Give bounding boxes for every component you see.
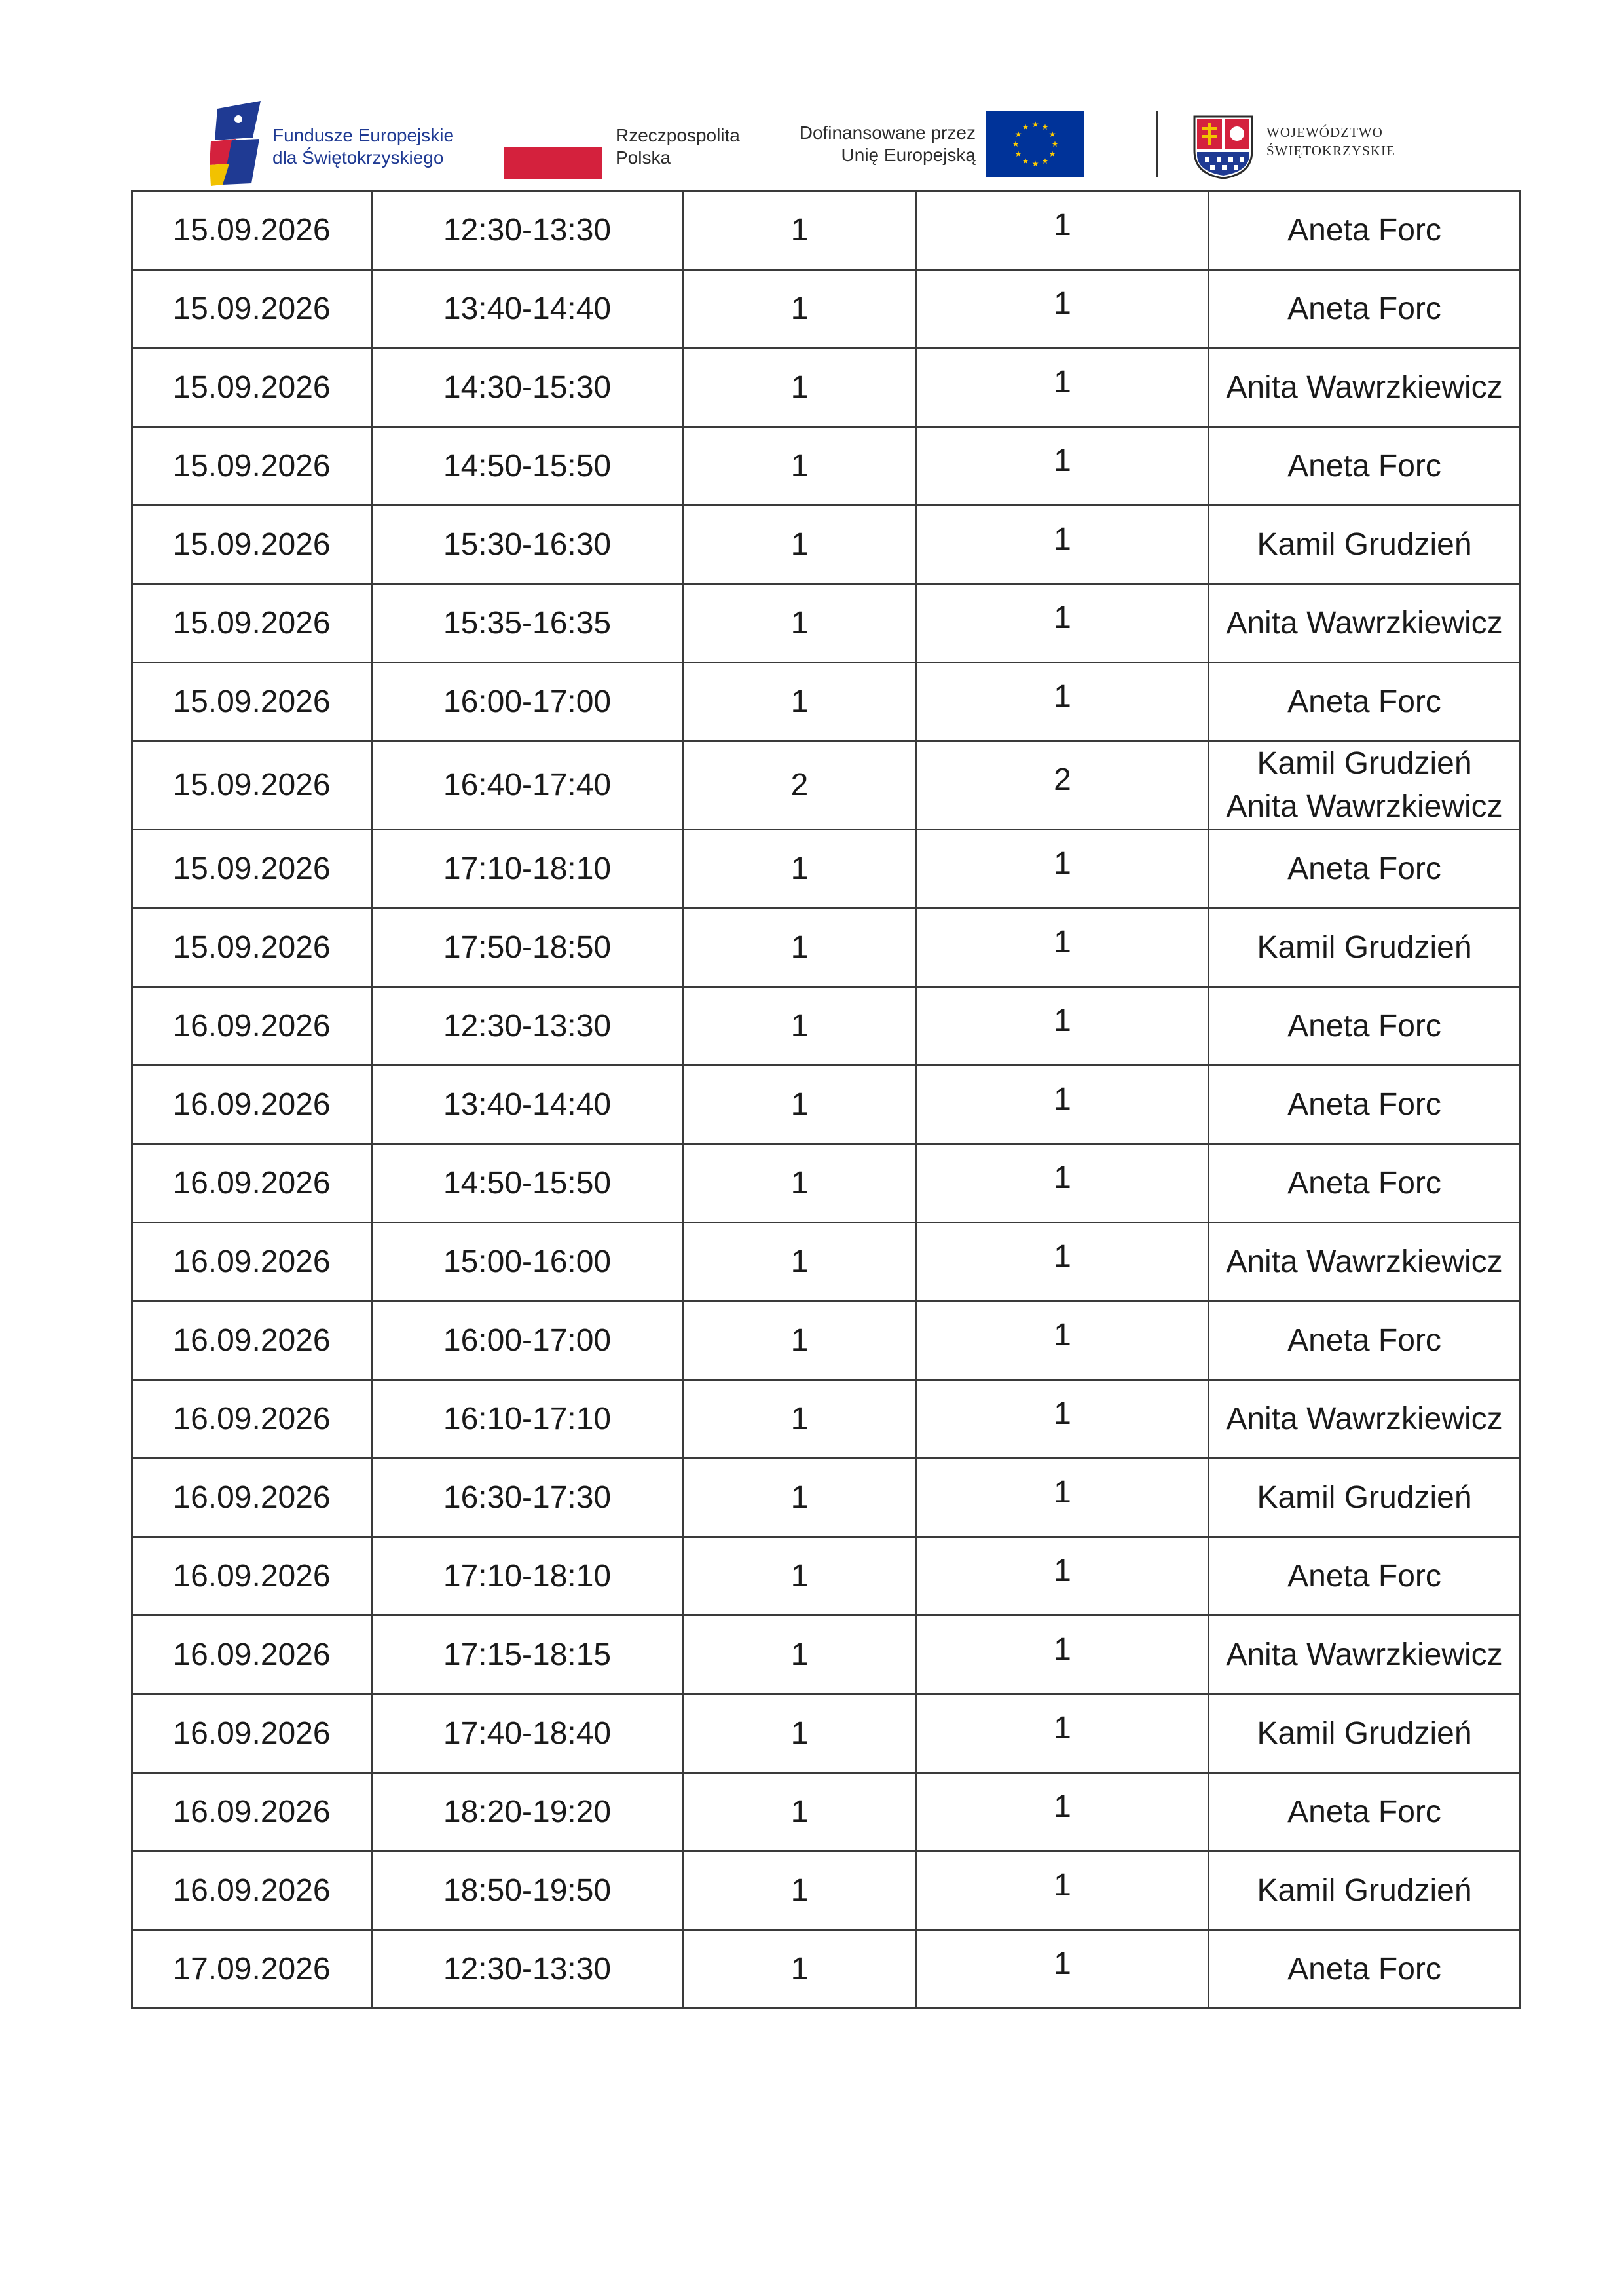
count2-cell: [917, 987, 1209, 1066]
rzeczpospolita-polska-logo: [504, 124, 753, 196]
date-cell: 15.09.2026: [132, 348, 372, 427]
count2-value: 1: [1054, 1003, 1071, 1038]
time-cell: 17:10-18:10: [372, 830, 683, 908]
date-cell: 16.09.2026: [132, 1066, 372, 1144]
person-name: Kamil Grudzień: [1257, 1480, 1472, 1515]
count2-value: 1: [1054, 364, 1071, 400]
time-cell: 16:40-17:40: [372, 741, 683, 830]
count1-cell: 1: [683, 1301, 917, 1380]
count2-cell: [917, 1301, 1209, 1380]
count2-cell: [917, 1616, 1209, 1694]
time-cell: 12:30-13:30: [372, 191, 683, 270]
table-row: [132, 1380, 1521, 1459]
fundusze-europejskie-text: [272, 124, 454, 169]
count2-value: 1: [1054, 600, 1071, 635]
name-cell: [1209, 663, 1521, 741]
count1-cell: 1: [683, 191, 917, 270]
table-row: [132, 987, 1521, 1066]
count2-cell: [917, 1144, 1209, 1223]
table-row: [132, 191, 1521, 270]
count2-value: 1: [1054, 1789, 1071, 1824]
person-name: Kamil Grudzień: [1257, 527, 1472, 562]
name-cell: [1209, 1694, 1521, 1773]
svg-text:★: ★: [1012, 140, 1020, 149]
svg-text:★: ★: [1048, 130, 1056, 139]
count2-cell: [917, 741, 1209, 830]
time-cell: 13:40-14:40: [372, 1066, 683, 1144]
count1-cell: 1: [683, 427, 917, 506]
wojewodztwo-swietokrzyskie-logo: [1192, 114, 1441, 186]
person-name: Aneta Forc: [1287, 1008, 1441, 1043]
date-cell: 15.09.2026: [132, 663, 372, 741]
person-name: Aneta Forc: [1287, 851, 1441, 886]
fundusze-europejskie-logo: [210, 101, 498, 193]
date-cell: 16.09.2026: [132, 987, 372, 1066]
count2-value: 1: [1054, 521, 1071, 557]
schedule-table: [131, 190, 1521, 2009]
table-row: [132, 584, 1521, 663]
rp-line-1: Rzeczpospolita: [616, 125, 740, 145]
name-cell: [1209, 1537, 1521, 1616]
date-cell: 16.09.2026: [132, 1852, 372, 1930]
eu-line-2: Unię Europejską: [841, 145, 976, 165]
table-row: [132, 1223, 1521, 1301]
count2-cell: [917, 270, 1209, 348]
time-cell: 17:10-18:10: [372, 1537, 683, 1616]
count2-value: 1: [1054, 1474, 1071, 1510]
table-row: [132, 270, 1521, 348]
table-row: [132, 663, 1521, 741]
count1-cell: 1: [683, 1066, 917, 1144]
count2-value: 2: [1054, 762, 1071, 797]
name-cell: [1209, 1773, 1521, 1852]
table-row: [132, 1301, 1521, 1380]
name-cell: [1209, 1380, 1521, 1459]
eu-flag-icon: [986, 111, 1084, 177]
eu-line-1: Dofinansowane przez: [799, 122, 976, 143]
poland-flag-white-icon: [504, 124, 602, 144]
count2-cell: [917, 1694, 1209, 1773]
person-name: Anita Wawrzkiewicz: [1226, 369, 1503, 405]
name-cell: [1209, 1066, 1521, 1144]
person-name: Aneta Forc: [1287, 684, 1441, 719]
name-cell: [1209, 1930, 1521, 2009]
svg-text:★: ★: [1051, 140, 1059, 149]
count2-cell: [917, 348, 1209, 427]
count2-cell: [917, 1066, 1209, 1144]
count2-cell: [917, 506, 1209, 584]
time-cell: 16:00-17:00: [372, 1301, 683, 1380]
count2-cell: [917, 908, 1209, 987]
count1-cell: 1: [683, 1852, 917, 1930]
table-row: [132, 1852, 1521, 1930]
name-cell: [1209, 348, 1521, 427]
table-row: [132, 830, 1521, 908]
count2-cell: [917, 1459, 1209, 1537]
time-cell: 14:50-15:50: [372, 1144, 683, 1223]
poland-flag-red-icon: [504, 147, 602, 179]
count1-cell: 1: [683, 1537, 917, 1616]
date-cell: 16.09.2026: [132, 1616, 372, 1694]
logo-bar: [210, 98, 1441, 190]
person-name: Aneta Forc: [1287, 1558, 1441, 1594]
table-row: [132, 1459, 1521, 1537]
count2-value: 1: [1054, 924, 1071, 960]
date-cell: 15.09.2026: [132, 427, 372, 506]
swietokrzyskie-coat-of-arms-icon: [1192, 114, 1255, 179]
date-cell: 16.09.2026: [132, 1301, 372, 1380]
count1-cell: 1: [683, 1694, 917, 1773]
date-cell: 15.09.2026: [132, 506, 372, 584]
count1-cell: 1: [683, 1459, 917, 1537]
count2-cell: [917, 830, 1209, 908]
person-name: Aneta Forc: [1287, 1087, 1441, 1122]
count2-value: 1: [1054, 846, 1071, 881]
person-name: Anita Wawrzkiewicz: [1226, 1244, 1503, 1279]
date-cell: 15.09.2026: [132, 741, 372, 830]
name-cell: [1209, 584, 1521, 663]
table-row: [132, 741, 1521, 830]
count2-cell: [917, 1537, 1209, 1616]
count1-cell: 1: [683, 1616, 917, 1694]
count1-cell: 1: [683, 506, 917, 584]
time-cell: 16:00-17:00: [372, 663, 683, 741]
table-row: [132, 1066, 1521, 1144]
count1-cell: 1: [683, 1223, 917, 1301]
name-cell: [1209, 1459, 1521, 1537]
count2-value: 1: [1054, 443, 1071, 478]
table-row: [132, 1930, 1521, 2009]
time-cell: 17:40-18:40: [372, 1694, 683, 1773]
table-row: [132, 506, 1521, 584]
count1-cell: 1: [683, 1380, 917, 1459]
count1-cell: 1: [683, 663, 917, 741]
time-cell: 17:15-18:15: [372, 1616, 683, 1694]
table-row: [132, 348, 1521, 427]
count1-cell: 1: [683, 830, 917, 908]
count2-value: 1: [1054, 1239, 1071, 1274]
fundusze-line-2: dla Świętokrzyskiego: [272, 147, 444, 168]
count2-value: 1: [1054, 1710, 1071, 1745]
svg-text:★: ★: [1031, 120, 1039, 129]
name-cell: [1209, 1852, 1521, 1930]
count2-value: 1: [1054, 1396, 1071, 1431]
time-cell: 12:30-13:30: [372, 987, 683, 1066]
count2-value: 1: [1054, 286, 1071, 321]
time-cell: 15:30-16:30: [372, 506, 683, 584]
person-name: Kamil Grudzień: [1257, 1873, 1472, 1908]
time-cell: 16:10-17:10: [372, 1380, 683, 1459]
date-cell: 16.09.2026: [132, 1380, 372, 1459]
count2-cell: [917, 1223, 1209, 1301]
time-cell: 16:30-17:30: [372, 1459, 683, 1537]
svg-text:★: ★: [1022, 157, 1029, 166]
person-name: Kamil Grudzień: [1257, 1715, 1472, 1751]
svg-text:★: ★: [1031, 159, 1039, 168]
time-cell: 12:30-13:30: [372, 1930, 683, 2009]
rp-line-2: Polska: [616, 147, 671, 168]
date-cell: 16.09.2026: [132, 1459, 372, 1537]
table-row: [132, 908, 1521, 987]
count2-value: 1: [1054, 1081, 1071, 1117]
count1-cell: 1: [683, 908, 917, 987]
date-cell: 15.09.2026: [132, 584, 372, 663]
name-cell: [1209, 427, 1521, 506]
svg-text:★: ★: [1014, 149, 1022, 159]
count2-cell: [917, 1930, 1209, 2009]
table-row: [132, 427, 1521, 506]
count1-cell: 1: [683, 1773, 917, 1852]
svg-text:★: ★: [1048, 149, 1056, 159]
time-cell: 18:20-19:20: [372, 1773, 683, 1852]
count1-cell: 1: [683, 987, 917, 1066]
person-name: Anita Wawrzkiewicz: [1226, 789, 1503, 824]
eu-funding-logo: [786, 111, 1113, 190]
name-cell: [1209, 270, 1521, 348]
count1-cell: 1: [683, 1930, 917, 2009]
time-cell: 14:50-15:50: [372, 427, 683, 506]
count2-cell: [917, 191, 1209, 270]
fundusze-europejskie-emblem-icon: [210, 101, 262, 186]
person-name: Kamil Grudzień: [1257, 746, 1472, 781]
count1-cell: 2: [683, 741, 917, 830]
wojewodztwo-text: [1266, 123, 1395, 160]
svg-text:★: ★: [1014, 130, 1022, 139]
person-name: Aneta Forc: [1287, 448, 1441, 483]
name-cell: [1209, 987, 1521, 1066]
person-name: Kamil Grudzień: [1257, 929, 1472, 965]
time-cell: 18:50-19:50: [372, 1852, 683, 1930]
eu-funding-text: [786, 122, 976, 166]
count2-cell: [917, 663, 1209, 741]
date-cell: 16.09.2026: [132, 1694, 372, 1773]
count2-cell: [917, 584, 1209, 663]
person-name: Aneta Forc: [1287, 1165, 1441, 1201]
name-cell: [1209, 1616, 1521, 1694]
name-cell: [1209, 1144, 1521, 1223]
table-row: [132, 1616, 1521, 1694]
date-cell: 16.09.2026: [132, 1223, 372, 1301]
time-cell: 15:00-16:00: [372, 1223, 683, 1301]
time-cell: 13:40-14:40: [372, 270, 683, 348]
person-name: Aneta Forc: [1287, 1794, 1441, 1829]
name-cell: [1209, 1301, 1521, 1380]
rzeczpospolita-polska-text: [616, 124, 740, 169]
person-name: Anita Wawrzkiewicz: [1226, 1401, 1503, 1436]
table-row: [132, 1773, 1521, 1852]
date-cell: 17.09.2026: [132, 1930, 372, 2009]
person-name: Anita Wawrzkiewicz: [1226, 1637, 1503, 1672]
count2-value: 1: [1054, 207, 1071, 242]
time-cell: 15:35-16:35: [372, 584, 683, 663]
count2-value: 1: [1054, 1317, 1071, 1353]
count1-cell: 1: [683, 348, 917, 427]
woj-line-1: WOJEWÓDZTWO: [1266, 124, 1383, 140]
date-cell: 16.09.2026: [132, 1144, 372, 1223]
count2-cell: [917, 1852, 1209, 1930]
count2-value: 1: [1054, 1867, 1071, 1903]
date-cell: 16.09.2026: [132, 1537, 372, 1616]
svg-text:★: ★: [1041, 122, 1049, 132]
count2-cell: [917, 1380, 1209, 1459]
count1-cell: 1: [683, 584, 917, 663]
svg-text:★: ★: [1022, 122, 1029, 132]
count1-cell: 1: [683, 270, 917, 348]
count2-value: 1: [1054, 1160, 1071, 1195]
person-name: Aneta Forc: [1287, 1951, 1441, 1987]
name-cell: [1209, 830, 1521, 908]
date-cell: 15.09.2026: [132, 270, 372, 348]
count1-cell: 1: [683, 1144, 917, 1223]
count2-value: 1: [1054, 1946, 1071, 1981]
count2-value: 1: [1054, 1632, 1071, 1667]
table-row: [132, 1694, 1521, 1773]
count2-value: 1: [1054, 679, 1071, 714]
svg-text:★: ★: [1041, 157, 1049, 166]
table-row: [132, 1144, 1521, 1223]
date-cell: 15.09.2026: [132, 830, 372, 908]
logo-divider: [1156, 111, 1158, 177]
date-cell: 16.09.2026: [132, 1773, 372, 1852]
name-cell: [1209, 506, 1521, 584]
name-cell: [1209, 908, 1521, 987]
table-row: [132, 1537, 1521, 1616]
name-cell: [1209, 741, 1521, 830]
name-cell: [1209, 1223, 1521, 1301]
schedule-table-body: [132, 191, 1521, 2009]
time-cell: 17:50-18:50: [372, 908, 683, 987]
person-name: Aneta Forc: [1287, 212, 1441, 248]
count2-cell: [917, 1773, 1209, 1852]
count2-value: 1: [1054, 1553, 1071, 1588]
person-name: Aneta Forc: [1287, 291, 1441, 326]
date-cell: 15.09.2026: [132, 908, 372, 987]
fundusze-line-1: Fundusze Europejskie: [272, 125, 454, 145]
person-name: Anita Wawrzkiewicz: [1226, 605, 1503, 641]
woj-line-2: ŚWIĘTOKRZYSKIE: [1266, 143, 1395, 159]
date-cell: 15.09.2026: [132, 191, 372, 270]
count2-cell: [917, 427, 1209, 506]
name-cell: [1209, 191, 1521, 270]
time-cell: 14:30-15:30: [372, 348, 683, 427]
person-name: Aneta Forc: [1287, 1322, 1441, 1358]
